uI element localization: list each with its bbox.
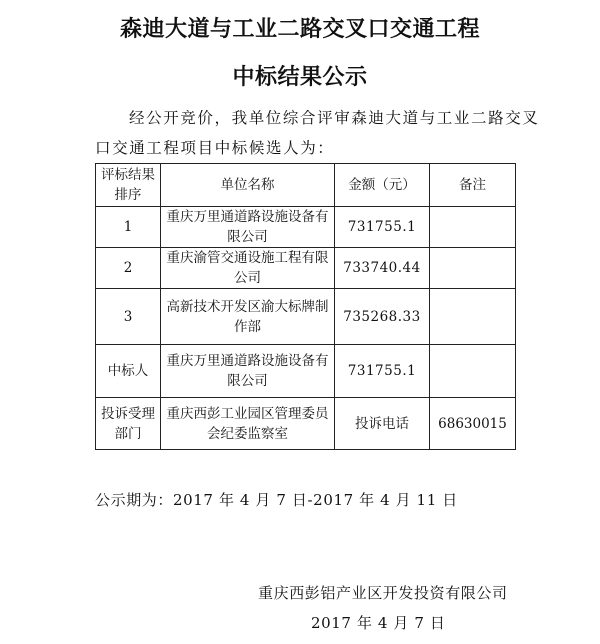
complaint-phone-label: 投诉电话	[335, 398, 430, 450]
complaint-phone: 68630015	[430, 398, 516, 450]
winner-unit-name: 重庆万里通道路设施设备有限公司	[161, 345, 335, 398]
table-header-row	[96, 164, 516, 207]
table-row	[96, 289, 516, 345]
header-amount: 金额（元）	[335, 164, 430, 207]
row-amount: 731755.1	[335, 207, 430, 248]
winner-row	[96, 345, 516, 398]
complaint-row	[96, 398, 516, 450]
table-row	[96, 207, 516, 248]
winner-amount: 731755.1	[335, 345, 430, 398]
header-remark: 备注	[430, 164, 516, 207]
complaint-department: 重庆西彭工业园区管理委员会纪委监察室	[161, 398, 335, 450]
row-rank: 1	[96, 207, 161, 248]
row-rank: 3	[96, 289, 161, 345]
complaint-label: 投诉受理部门	[96, 398, 161, 450]
winner-remark	[430, 345, 516, 398]
row-amount: 735268.33	[335, 289, 430, 345]
row-unit-name: 高新技术开发区渝大标牌制作部	[161, 289, 335, 345]
issuing-company: 重庆西彭铝产业区开发投资有限公司	[258, 584, 508, 602]
row-amount: 733740.44	[335, 248, 430, 289]
intro-line-1: 经公开竞价，我单位综合评审森迪大道与工业二路交叉	[129, 109, 540, 127]
header-unit-name: 单位名称	[161, 164, 335, 207]
intro-line-2: 口交通工程项目中标候选人为：	[95, 139, 335, 157]
row-rank: 2	[96, 248, 161, 289]
row-remark	[430, 289, 516, 345]
document-title: 森迪大道与工业二路交叉口交通工程	[119, 16, 480, 42]
row-remark	[430, 248, 516, 289]
header-rank: 评标结果排序	[96, 164, 161, 207]
issue-date: 2017 年 4 月 7 日	[311, 614, 446, 632]
row-remark	[430, 207, 516, 248]
publicity-period: 公示期为：2017 年 4 月 7 日-2017 年 4 月 11 日	[95, 491, 458, 509]
winner-label: 中标人	[96, 345, 161, 398]
document-subtitle: 中标结果公示	[232, 64, 368, 90]
table-row	[96, 248, 516, 289]
results-table	[95, 163, 516, 450]
row-unit-name: 重庆万里通道路设施设备有限公司	[161, 207, 335, 248]
row-unit-name: 重庆渝管交通设施工程有限公司	[161, 248, 335, 289]
